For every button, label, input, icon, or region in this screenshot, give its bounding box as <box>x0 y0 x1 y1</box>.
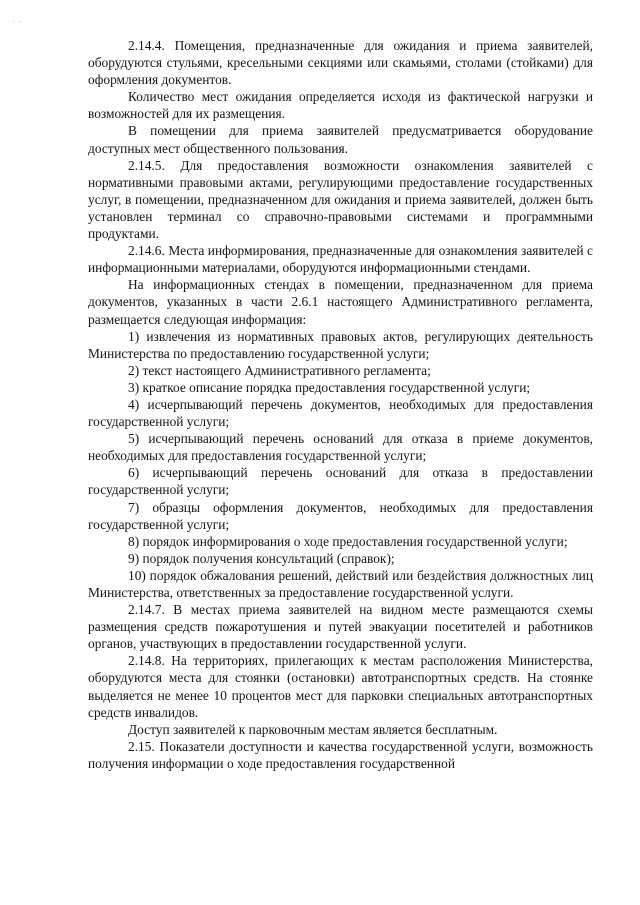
list-item-4: 4) исчерпывающий перечень документов, необходимых для предоставления государственной услуги; <box>88 396 593 430</box>
list-item-7: 7) образцы оформления документов, необходимых для предоставления государственной услуги; <box>88 499 593 532</box>
list-item-6: 6) исчерпывающий перечень оснований для отказа в предоставлении государственной услуги; <box>88 465 593 498</box>
list-item-2: 2) текст настоящего Административного регламента; <box>128 362 431 378</box>
paragraph-2-14-8: 2.14.8. На территориях, прилегающих к местам расположения Министерства, оборудуются места для стоянки (остановки) автотранспортных средств. На стоянке выделяется не менее 10 процентов мест для парковки специальных автотранспортных средств инвалидов. <box>88 653 593 720</box>
list-item-8: 8) порядок информирования о ходе предоставления государственной услуги; <box>128 533 568 549</box>
paragraph-public-places: В помещении для приема заявителей предусматривается оборудование доступных мест общественного пользования. <box>88 123 593 156</box>
list-item-10: 10) порядок обжалования решений, действий или бездействия должностных лиц Министерства, ответственных за предоставление государственной услуги. <box>88 567 593 600</box>
scan-artifact: ˙ ˊ <box>12 21 22 29</box>
list-item-5: 5) исчерпывающий перечень оснований для отказа в приеме документов, необходимых для предоставления государственной услуги; <box>88 431 593 464</box>
paragraph-2-14-6: 2.14.6. Места информирования, предназначенные для ознакомления заявителей с информационными материалами, оборудуются информационными стендами. <box>88 243 593 276</box>
paragraph-info-stands: На информационных стендах в помещении, предназначенном для приема документов, указанных в части 2.6.1 настоящего Административного регламента, размещается следующая информация: <box>88 277 593 327</box>
paragraph-2-15: 2.15. Показатели доступности и качества государственной услуги, возможность получения информации о ходе предоставления государственной <box>88 738 593 771</box>
paragraph-parking-access: Доступ заявителей к парковочным местам является бесплатным. <box>128 721 498 737</box>
list-item-3: 3) краткое описание порядка предоставления государственной услуги; <box>128 379 531 395</box>
paragraph-2-14-5: 2.14.5. Для предоставления возможности ознакомления заявителей с нормативными правовыми актами, регулирующими предоставление государственных услуг, в помещении, предназначенном для ожидания и приема заявителей, должен быть установлен терминал со справочно-правовыми системами и программными продуктами. <box>88 157 593 242</box>
list-item-1: 1) извлечения из нормативных правовых актов, регулирующих деятельность Министерства по предоставлению государственной услуги; <box>88 328 593 361</box>
list-item-9: 9) порядок получения консультаций (справок); <box>128 550 395 566</box>
document-page <box>88 37 593 772</box>
paragraph-2-14-4: 2.14.4. Помещения, предназначенные для ожидания и приема заявителей, оборудуются стульями, кресельными секциями или скамьями, столами (стойками) для оформления документов. <box>88 38 593 88</box>
paragraph-2-14-7: 2.14.7. В местах приема заявителей на видном месте размещаются схемы размещения средств пожаротушения и путей эвакуации посетителей и работников органов, участвующих в предоставлении государственной услуги. <box>88 602 593 652</box>
paragraph-waiting-places: Количество мест ожидания определяется исходя из фактической нагрузки и возможностей для их размещения. <box>88 89 593 122</box>
